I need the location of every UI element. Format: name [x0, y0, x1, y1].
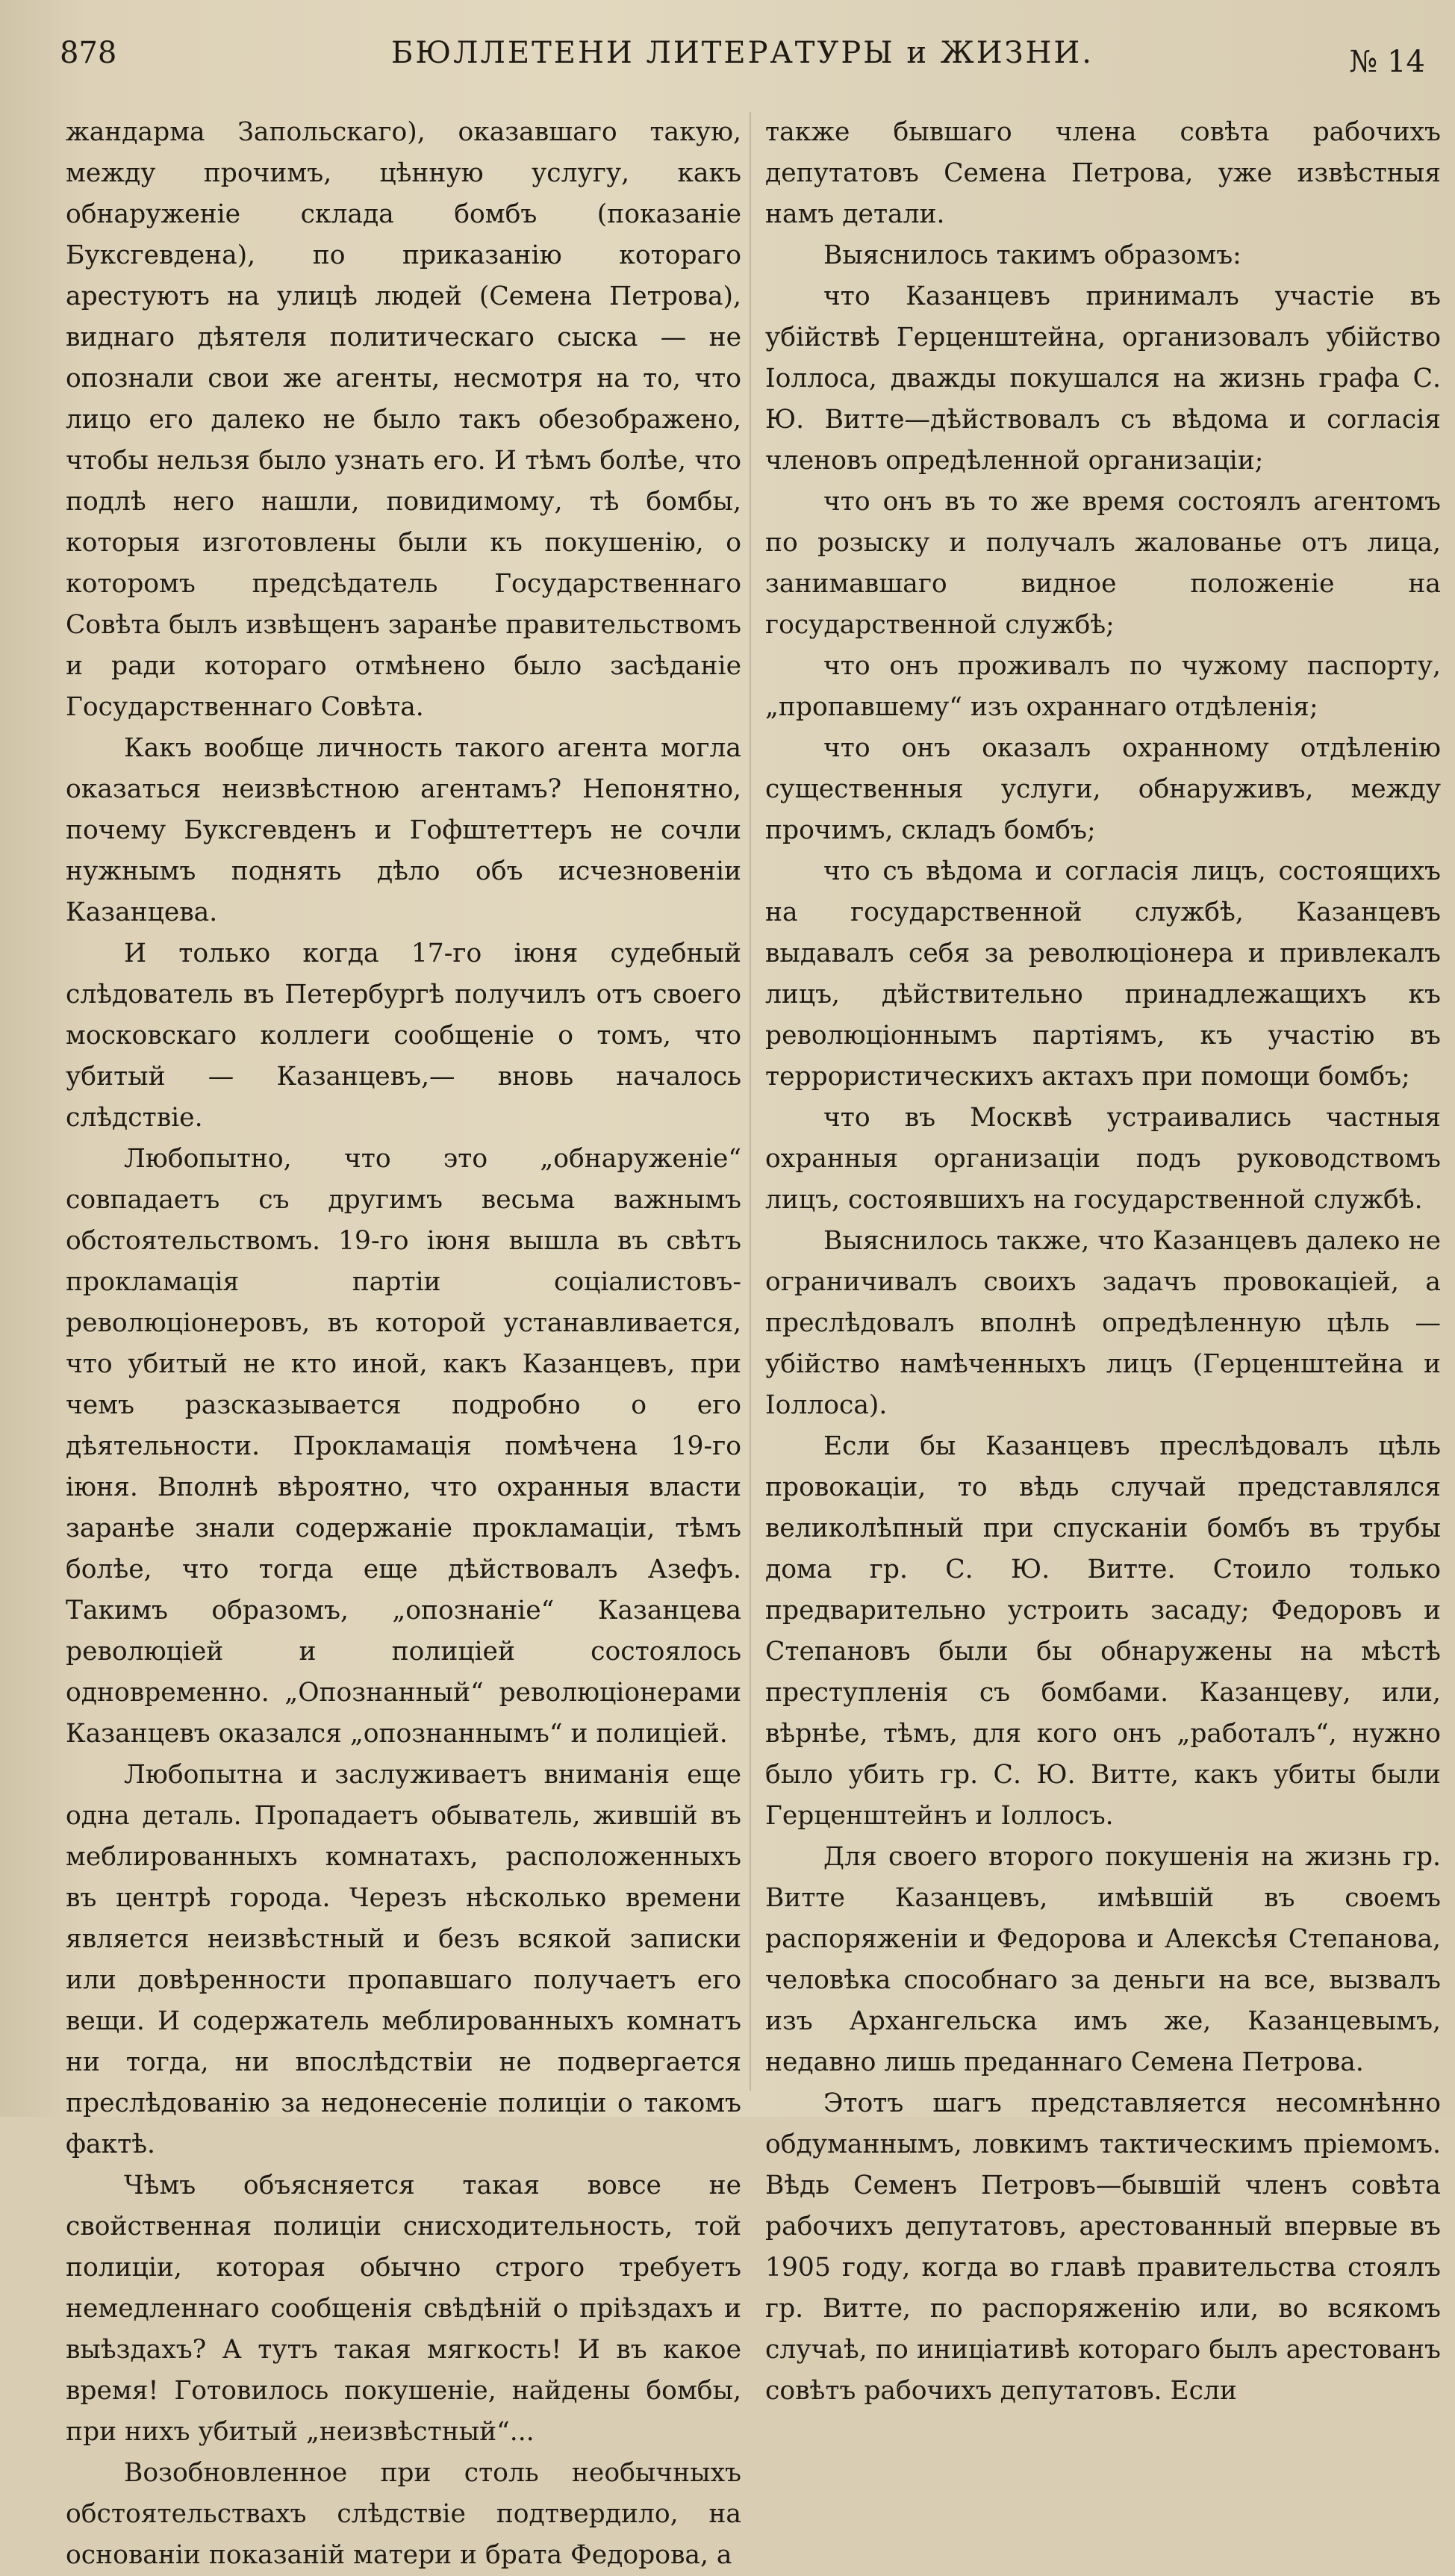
paragraph: что онъ въ то же время состоялъ агентомъ по розыску и получалъ жалованье отъ лица, занимавшаго видное положеніе на государственной службѣ;	[765, 487, 1441, 640]
paragraph: Для своего второго покушенія на жизнь гр. Витте Казанцевъ, имѣвшій въ своемъ распоряженіи и Федорова и Алексѣя Степанова, человѣка способнаго за деньги на все, вызвалъ изъ Архангельска имъ же, Казанцевымъ, недавно лишь преданнаго Семена Петрова.	[765, 1842, 1441, 2077]
page-header	[60, 36, 1425, 88]
paragraph: Возобновленное при столь необычныхъ обстоятельствахъ слѣдствіе подтвердило, на основаніи показаній матери и брата Федорова, а	[66, 2458, 741, 2570]
right-column	[765, 112, 1441, 2406]
paragraph: Выяснилось такимъ образомъ:	[823, 240, 1241, 270]
left-column	[66, 112, 741, 2570]
paragraph: Любопытна и заслуживаетъ вниманія еще одна деталь. Пропадаетъ обыватель, жившій въ меблированныхъ комнатахъ, расположенныхъ въ центрѣ города. Черезъ нѣсколько времени является неизвѣстный и безъ всякой записки или довѣренности пропавшаго получаетъ его вещи. И содержатель меблированныхъ комнатъ ни тогда, ни впослѣдствіи не подвергается преслѣдованію за недонесеніе полиціи о такомъ фактѣ.	[66, 1760, 741, 2159]
paragraph: что онъ проживалъ по чужому паспорту, „пропавшему“ изъ охраннаго отдѣленія;	[765, 651, 1441, 722]
paragraph: жандарма Запольскаго), оказавшаго такую, между прочимъ, цѣнную услугу, какъ обнаруженіе склада бомбъ (показаніе Буксгевдена), по приказанію котораго арестуютъ на улицѣ людей (Семена Петрова), виднаго дѣятеля политическаго сыска — не опознали свои же агенты, несмотря на то, что лицо его далеко не было такъ обезображено, чтобы нельзя было узнать его. И тѣмъ болѣе, что подлѣ него нашли, повидимому, тѣ бомбы, которыя изготовлены были къ покушенію, о которомъ предсѣдатель Государственнаго Совѣта былъ извѣщенъ заранѣе правительствомъ и ради котораго отмѣнено было засѣданіе Государственнаго Совѣта.	[66, 117, 741, 722]
page-number: 878	[60, 36, 117, 70]
paragraph: что въ Москвѣ устраивались частныя охранныя организаціи подъ руководствомъ лицъ, состоявшихъ на государственной службѣ.	[765, 1103, 1441, 1215]
paragraph: что съ вѣдома и согласія лицъ, состоящихъ на государственной службѣ, Казанцевъ выдавалъ себя за революціонера и привлекалъ лицъ, дѣйствительно принадлежащихъ къ революціоннымъ партіямъ, къ участію въ террористическихъ актахъ при помощи бомбъ;	[765, 856, 1441, 1092]
paragraph: что онъ оказалъ охранному отдѣленію существенныя услуги, обнаруживъ, между прочимъ, складъ бомбъ;	[765, 733, 1441, 845]
paragraph: Этотъ шагъ представляется несомнѣнно обдуманнымъ, ловкимъ тактическимъ пріемомъ. Вѣдь Семенъ Петровъ—бывшій членъ совѣта рабочихъ депутатовъ, арестованный впервые въ 1905 году, когда во главѣ правительства стоялъ гр. Витте, по распоряженію или, во всякомъ случаѣ, по иниціативѣ котораго былъ арестованъ совѣтъ рабочихъ депутатовъ. Если	[765, 2088, 1441, 2406]
paragraph: что Казанцевъ принималъ участіе въ убійствѣ Герценштейна, организовалъ убійство Іоллоса, дважды покушался на жизнь графа С. Ю. Витте—дѣйствовалъ съ вѣдома и согласія членовъ опредѣленной организаціи;	[765, 281, 1441, 476]
paragraph: Любопытно, что это „обнаруженіе“ совпадаетъ съ другимъ весьма важнымъ обстоятельствомъ. 19-го іюня вышла въ свѣтъ прокламація партіи соціалистовъ-революціонеровъ, въ которой устанавливается, что убитый не кто иной, какъ Казанцевъ, при чемъ разсказывается подробно о его дѣятельности. Прокламація помѣчена 19-го іюня. Вполнѣ вѣроятно, что охранныя власти заранѣе знали содержаніе прокламаціи, тѣмъ болѣе, что тогда еще дѣйствовалъ Азефъ. Такимъ образомъ, „опознаніе“ Казанцева революціей и полиціей состоялось одновременно. „Опознанный“ революціонерами Казанцевъ оказался „опознаннымъ“ и полиціей.	[66, 1144, 741, 1749]
paragraph: Выяснилось также, что Казанцевъ далеко не ограничивалъ своихъ задачъ провокаціей, а преслѣдовалъ вполнѣ опредѣленную цѣль — убійство намѣченныхъ лицъ (Герценштейна и Іоллоса).	[765, 1226, 1441, 1420]
column-divider	[750, 112, 751, 2091]
paragraph: Если бы Казанцевъ преслѣдовалъ цѣль провокаціи, то вѣдь случай представлялся великолѣпный при спусканіи бомбъ въ трубы дома гр. С. Ю. Витте. Стоило только предварительно устроить засаду; Федоровъ и Степановъ были бы обнаружены на мѣстѣ преступленія съ бомбами. Казанцеву, или, вѣрнѣе, тѣмъ, для кого онъ „работалъ“, нужно было убить гр. С. Ю. Витте, какъ убиты были Герценштейнъ и Іоллосъ.	[765, 1431, 1441, 1831]
running-title: БЮЛЛЕТЕНИ ЛИТЕРАТУРЫ и ЖИЗНИ.	[391, 36, 1094, 70]
issue-number: № 14	[1349, 45, 1425, 79]
paragraph: Чѣмъ объясняется такая вовсе не свойственная полиціи снисходительность, той полиціи, которая обычно строго требуетъ немедленнаго сообщенія свѣдѣній о пріѣздахъ и выѣздахъ? А тутъ такая мягкость! И въ какое время! Готовилось покушеніе, найдены бомбы, при нихъ убитый „неизвѣстный“...	[66, 2171, 741, 2447]
paragraph: Какъ вообще личность такого агента могла оказаться неизвѣстною агентамъ? Непонятно, почему Буксгевденъ и Гофштеттеръ не сочли нужнымъ поднять дѣло объ исчезновеніи Казанцева.	[66, 733, 741, 927]
paragraph: также бывшаго члена совѣта рабочихъ депутатовъ Семена Петрова, уже извѣстныя намъ детали.	[765, 117, 1441, 229]
paragraph: И только когда 17-го іюня судебный слѣдователь въ Петербургѣ получилъ отъ своего московскаго коллеги сообщеніе о томъ, что убитый — Казанцевъ,— вновь началось слѣдствіе.	[66, 939, 741, 1133]
